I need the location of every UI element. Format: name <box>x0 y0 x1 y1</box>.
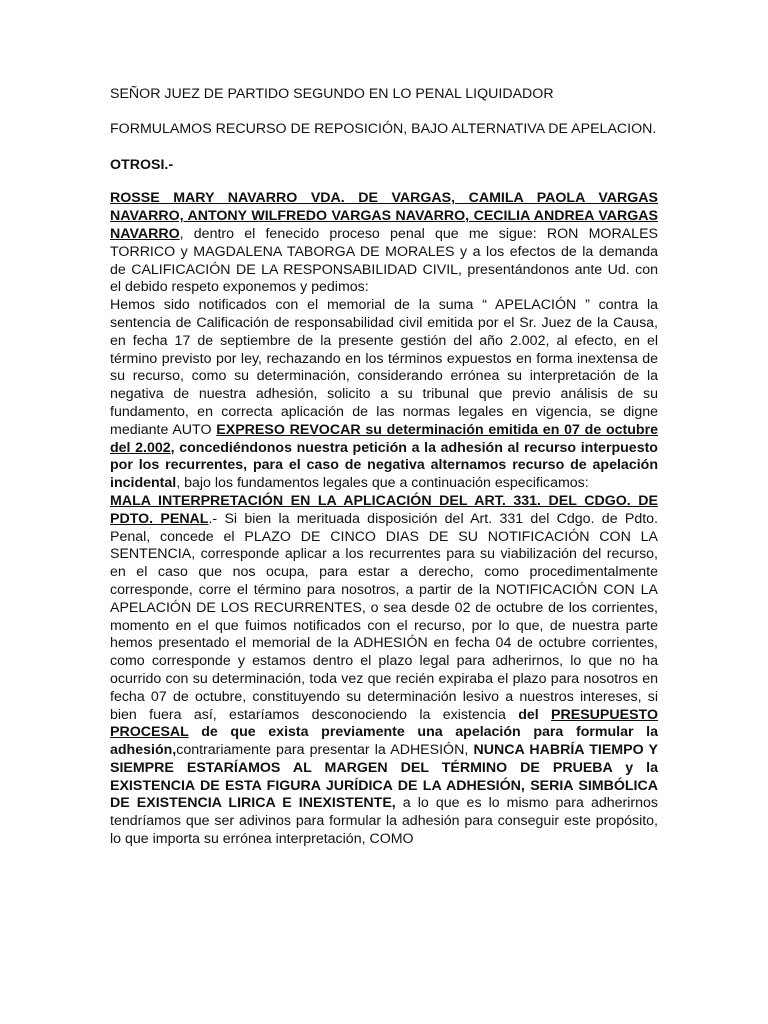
notification-text: Hemos sido notificados con el memorial de la suma “ APELACIÓN ” contra la sentencia de Calificación de responsabilidad civil emitida por el Sr. Juez de la Causa, en fecha 17 de septiembre de la presente gestión del año 2.002, al efecto, en el término previsto por ley, rechazando en los términos expuestos en forma inextensa de su recurso, como su determinación, considerando errónea su interpretación de la negativa de nuestra adhesión, solicito a su tribunal que previo análisis de su fundamento, en correcta aplicación de las normas legales en vigencia, se digne mediante AUTO <box>110 297 658 438</box>
court-heading: SEÑOR JUEZ DE PARTIDO SEGUNDO EN LO PENAL LIQUIDADOR <box>110 86 554 102</box>
adhesion-text: contrariamente para presentar la ADHESIÓN, <box>176 742 474 759</box>
emphasis-text: NUNCA HABRÍA TIEMPO Y SIEMPRE ESTARÍAMOS AL MARGEN DEL TÉRMINO DE PRUEBA y la EXISTENCIA DE ESTA FIGURA JURÍDICA DE LA ADHESIÓN, SERIA SIMBÓLICA DE EXISTENCIA LIRICA E INEXISTENTE, <box>110 742 659 812</box>
revocation-request: EXPRESO REVOCAR su determinación emitida en 07 de octubre del 2.002 <box>110 421 658 456</box>
intro-paragraph <box>110 190 658 297</box>
legal-basis-text: , bajo los fundamentos legales que a continuación especificamos: <box>176 475 589 492</box>
notification-paragraph <box>110 297 658 493</box>
intro-text: , dentro el fenecido proceso penal que me sigue: RON MORALES TORRICO y MAGDALENA TABORGA DE MORALES y a los efectos de la demanda de CALIFICACIÓN DE LA RESPONSABILIDAD CIVIL, presentándonos ante Ud. con el debido respeto exponemos y pedimos: <box>110 225 658 296</box>
argument-bold-del: del <box>518 706 552 723</box>
closing-text: a lo que es lo mismo para adherirnos tendríamos que ser adivinos para formular la adhesión para conseguir este propósito, lo que importa su errónea interpretación, COMO <box>110 795 659 848</box>
argument-text: .- Si bien la merituada disposición del Art. 331 del Cdgo. de Pdto. Penal, concede el PLAZO DE CINCO DIAS DE SU NOTIFICACIÓN CON LA SENTENCIA, corresponde aplicar a los recurrentes para su viabilización del recurso, en el caso que nos ocupa, para estar a derecho, como procedimentalmente corresponde, corre el término para nosotros, a partir de la NOTIFICACIÓN CON LA APELACIÓN DE LOS RECURRENTES, o sea desde 02 de octubre de los corrientes, momento en el que fuimos notificados con el recurso, por lo que, de nuestra parte hemos presentado el memorial de la ADHESIÓN en fecha 04 de octubre corrientes, como corresponde y estamos dentro el plazo legal para adherirnos, lo que no ha ocurrido con su determinación, toda vez que recién expiraba el plazo para nosotros en fecha 07 de octubre, constituyendo su determinación lesivo a nuestros intereses, si bien fuera así, estaríamos desconociendo la existencia <box>110 510 658 723</box>
procedural-requirement: PRESUPUESTO PROCESAL <box>110 706 658 741</box>
argument-heading: MALA INTERPRETACIÓN EN LA APLICACIÓN DEL ART. 331. DEL CDGO. DE PDTO. PENAL <box>110 492 658 527</box>
petition-text: , concediéndonos nuestra petición a la adhesión al recurso interpuesto por los recurrentes, para el caso de negativa alternamos recurso de apelación incidental <box>110 439 658 492</box>
document-page <box>110 86 658 849</box>
argument-paragraph <box>110 493 658 849</box>
appeal-condition: de que exista previamente una apelación para formular la adhesión, <box>110 724 658 759</box>
otrosi-heading: OTROSI.- <box>110 156 174 173</box>
subject-line: FORMULAMOS RECURSO DE REPOSICIÓN, BAJO ALTERNATIVA DE APELACION. <box>110 120 657 137</box>
petitioner-names: ROSSE MARY NAVARRO VDA. DE VARGAS, CAMILA PAOLA VARGAS NAVARRO, ANTONY WILFREDO VARGAS NAVARRO, CECILIA ANDREA VARGAS NAVARRO <box>110 190 658 242</box>
